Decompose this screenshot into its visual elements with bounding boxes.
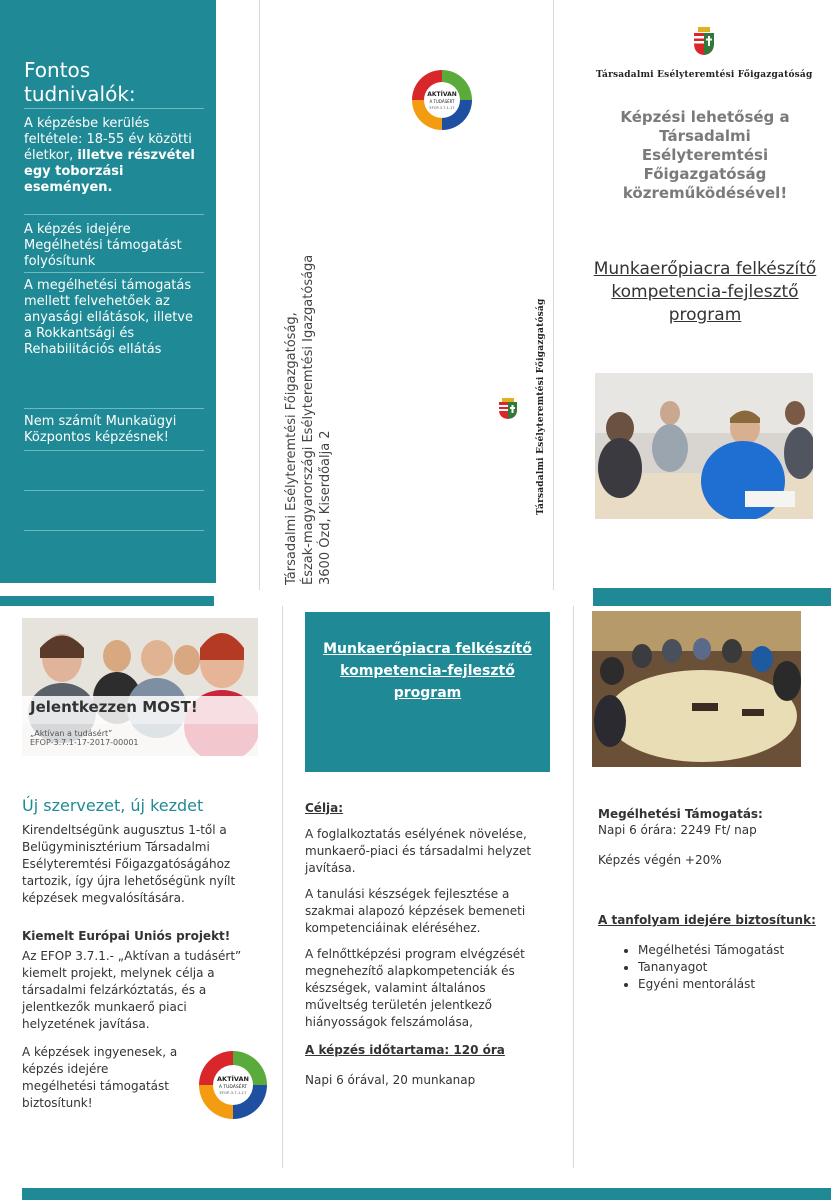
meeting-photo-image xyxy=(592,611,801,767)
hungarian-crest xyxy=(496,396,520,420)
new-org-text: Kirendeltségünk augusztus 1-től a Belügyminisztérium Társadalmi Esélyteremtési Főigazgatóságához tartozik, így újra lehetőségünk nyílt képzések megvalósítására. xyxy=(22,823,236,905)
org-name-rotated: Társadalmi Esélyteremtési Főigazgatóság xyxy=(536,298,546,515)
crest-icon xyxy=(692,26,716,56)
svg-text:A TUDÁSÉRT: A TUDÁSÉRT xyxy=(218,1085,248,1090)
age-requirement-normal: A képzésbe kerülés feltétele: 18-55 év közötti életkor, xyxy=(24,116,192,163)
apply-now-banner xyxy=(22,618,258,756)
duration-heading: A képzés időtartama: 120 óra xyxy=(305,1043,505,1057)
svg-text:A TUDÁSÉRT: A TUDÁSÉRT xyxy=(429,99,455,104)
allowance-bonus: Képzés végén +20% xyxy=(598,853,722,867)
org-name: Társadalmi Esélyteremtési Főigazgatóság xyxy=(596,70,813,80)
divider xyxy=(24,214,204,215)
divider xyxy=(24,490,204,491)
goal-text-3: A felnőttképzési program elvégzését megnehezítő alapkompetenciák és készségek, valamint általános műveltség területén jelentkező hiányosságok felszámolása, xyxy=(305,947,525,1029)
svg-text:EFOP-3.7.1-17: EFOP-3.7.1-17 xyxy=(429,106,455,110)
list-item: • Egyéni mentorálást xyxy=(638,976,820,993)
fold-line xyxy=(282,606,283,1168)
free-training-text: A képzések ingyenesek, a képzés idejére megélhetési támogatást biztosítunk! xyxy=(22,1045,178,1110)
eu-project-heading: Kiemelt Európai Uniós projekt! xyxy=(22,929,231,943)
goal-text-2: A tanulási készségek fejlesztése a szakmai alapozó képzések bemeneti kompetenciáinak eléréséhez. xyxy=(305,887,526,935)
aktivan-logo-icon xyxy=(196,1048,270,1122)
crest-icon xyxy=(496,396,520,420)
age-requirement-bold: illetve részvétel egy toborzási eseményen. xyxy=(24,148,195,195)
list-item: • Megélhetési Támogatást xyxy=(638,942,820,959)
divider xyxy=(24,450,204,451)
fold-line xyxy=(553,0,554,590)
important-info-panel xyxy=(0,0,216,583)
classroom-photo-image xyxy=(595,373,813,519)
aktivan-logo-icon xyxy=(408,66,476,134)
teal-strip xyxy=(0,596,214,606)
classroom-photo xyxy=(595,373,813,519)
svg-text:AKTÍVAN: AKTÍVAN xyxy=(217,1075,249,1083)
divider xyxy=(24,530,204,531)
cover-title: Munkaerőpiacra felkészítő kompetencia-fejlesztő program xyxy=(593,259,817,325)
divider xyxy=(24,272,204,273)
svg-text:EFOP-3.7.1-17: EFOP-3.7.1-17 xyxy=(219,1090,247,1095)
new-org-heading: Új szervezet, új kezdet xyxy=(22,796,204,815)
list-item: • Tananyagot xyxy=(638,959,820,976)
banner-project-code: EFOP-3.7.1-17-2017-00001 xyxy=(30,738,139,747)
goal-text-1: A foglalkoztatás esélyének növelése, munkaerő-piaci és társadalmi helyzet javítása. xyxy=(305,827,532,875)
hungarian-crest-cover xyxy=(692,26,716,56)
address-line-1: Társadalmi Esélyteremtési Főigazgatóság, xyxy=(284,312,299,585)
fold-line xyxy=(573,606,574,1168)
teal-strip xyxy=(593,588,831,606)
footer-bar xyxy=(22,1188,831,1200)
duration-text: Napi 6 órával, 20 munkanap xyxy=(305,1073,476,1087)
goal-heading: Célja: xyxy=(305,801,344,815)
apply-now-headline: Jelentkezzen MOST! xyxy=(30,698,198,716)
program-box-title: Munkaerőpiacra felkészítő kompetencia-fejlesztő program xyxy=(323,641,532,701)
allowance-rate: Napi 6 órára: 2249 Ft/ nap xyxy=(598,823,757,837)
provided-list xyxy=(620,942,820,993)
aktivan-logo xyxy=(408,66,476,134)
maternity-benefits-text: A megélhetési támogatás mellett felvehetőek az anyasági ellátások, illetve a Rokkantsági és Rehabilitációs ellátás xyxy=(24,278,193,357)
allowance-heading: Megélhetési Támogatás: xyxy=(598,807,763,821)
svg-text:AKTÍVAN: AKTÍVAN xyxy=(427,91,457,98)
provided-list-heading: A tanfolyam idejére biztosítunk: xyxy=(598,913,816,927)
divider xyxy=(24,108,204,109)
address-line-2: Észak-magyarországi Esélyteremtési Igazgatósága xyxy=(301,254,316,585)
banner-project-name: „Aktívan a tudásért” xyxy=(30,729,113,738)
important-info-heading: Fontos tudnivalók: xyxy=(24,58,136,106)
age-requirement-text xyxy=(24,116,204,196)
allowance-text: A képzés idejére Megélhetési támogatást folyósítunk xyxy=(24,222,182,269)
cover-subtitle: Képzési lehetőség a Társadalmi Esélyteremtési Főigazgatóság közreműködésével! xyxy=(620,108,790,202)
divider xyxy=(24,408,204,409)
address-line-3: 3600 Ózd, Kiserdőalja 2 xyxy=(318,430,333,585)
not-job-center-text: Nem számít Munkaügyi Központos képzésnek! xyxy=(24,414,177,445)
fold-line xyxy=(259,0,260,590)
program-title-box xyxy=(305,612,550,772)
aktivan-logo-small xyxy=(196,1048,270,1122)
meeting-photo xyxy=(592,611,801,767)
eu-project-text: Az EFOP 3.7.1.- „Aktívan a tudásért” kiemelt projekt, melynek célja a társadalmi felzárkóztatás, és a jelentkezők munkaerő piaci helyzetének javítása. xyxy=(22,949,242,1031)
